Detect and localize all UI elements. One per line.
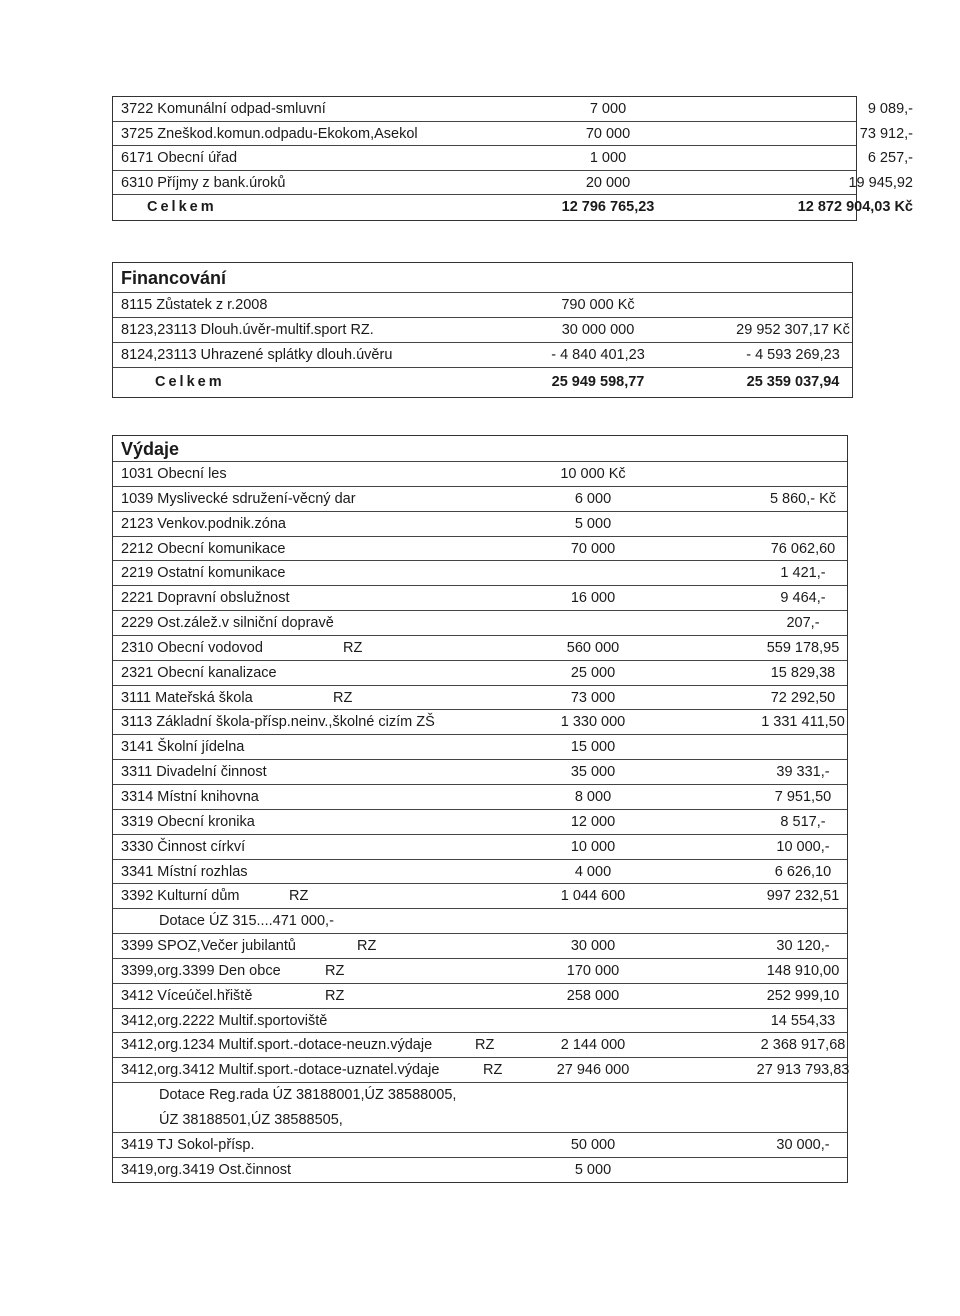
revenue-row-v2: 19 945,92: [848, 174, 913, 191]
expense-row: [113, 686, 847, 711]
expense-row-v1: 2 144 000: [560, 1037, 626, 1054]
expense-row: [113, 611, 847, 636]
expense-row-v1: 10 000: [570, 838, 616, 855]
expense-row-v2: 15 829,38: [770, 664, 836, 681]
expense-row-v1: 170 000: [566, 962, 620, 979]
expense-row-name: 3412,org.1234 Multif.sport.-dotace-neuzn.výdaje: [121, 1037, 433, 1054]
revenue-row-v1: 20 000: [585, 174, 631, 191]
expense-row-name: 3412,org.3412 Multif.sport.-dotace-uznatel.výdaje: [121, 1062, 440, 1079]
financing-total-v2: 25 359 037,94: [746, 374, 840, 390]
expense-row-v2: 1 421,-: [780, 565, 826, 582]
expense-row: [113, 586, 847, 611]
expense-row-v2: 76 062,60: [770, 540, 836, 557]
expense-row-name: 3399,org.3399 Den obce: [121, 962, 281, 979]
expense-row-name: 3392 Kulturní dům: [121, 888, 240, 905]
expense-row: [113, 934, 847, 959]
expense-row: [113, 1009, 847, 1034]
expense-row-rz-mark: RZ: [475, 1037, 495, 1054]
expense-row-v1: 70 000: [570, 540, 616, 557]
expense-row-v2: 30 000,-: [776, 1136, 830, 1153]
expense-row: [113, 1158, 847, 1183]
expense-row-v2: 252 999,10: [766, 987, 840, 1004]
expenses-heading-row: [113, 436, 847, 462]
expense-row: [113, 909, 847, 934]
expense-row: [113, 984, 847, 1009]
expense-row: [113, 785, 847, 810]
expense-row-v2: 39 331,-: [776, 764, 830, 781]
revenue-total-v2: 12 872 904,03 Kč: [797, 199, 913, 215]
expense-row-v2: 1 331 411,50: [761, 714, 845, 731]
financing-row: [113, 343, 852, 368]
expense-row-v1: 4 000: [574, 863, 612, 880]
expense-row-rz-mark: RZ: [343, 639, 363, 656]
expense-row-name: 3412,org.2222 Multif.sportoviště: [121, 1012, 328, 1029]
expense-row-name: 2221 Dopravní obslužnost: [121, 590, 290, 607]
financing-total-row: [113, 368, 852, 397]
expense-row-name: ÚZ 38188501,ÚZ 38588505,: [159, 1111, 343, 1128]
expense-row-name: 3113 Základní škola-přísp.neinv.,školné cizím ZŠ: [121, 714, 435, 731]
expense-row-name: 3399 SPOZ,Večer jubilantů: [121, 938, 296, 955]
expense-row-v1: 25 000: [570, 664, 616, 681]
financing-row: [113, 293, 852, 318]
expense-row-v1: 16 000: [570, 590, 616, 607]
expense-row-v1: 258 000: [566, 987, 620, 1004]
financing-rows: [113, 293, 852, 368]
expense-row-name: 3330 Činnost církví: [121, 838, 246, 855]
financing-row-v1: 30 000 000: [561, 322, 635, 338]
expense-row-name: 2219 Ostatní komunikace: [121, 565, 286, 582]
expense-row-v2: 27 913 793,83: [756, 1062, 850, 1079]
revenue-row: [113, 171, 913, 196]
expense-row-name: 3111 Mateřská škola: [121, 689, 253, 706]
expense-row-v2: 8 517,-: [780, 813, 826, 830]
expense-row: [113, 1108, 847, 1133]
expense-row-v2: 9 464,-: [780, 590, 826, 607]
expense-row-v1: 1 044 600: [560, 888, 626, 905]
expense-row: [113, 710, 847, 735]
revenue-row-name: 6171 Obecní úřad: [121, 150, 238, 166]
revenue-row-v2: 73 912,-: [859, 125, 913, 142]
expense-row-v1: 6 000: [574, 490, 612, 507]
expense-row-name: 3419 TJ Sokol-přísp.: [121, 1136, 255, 1153]
expense-row: [113, 1033, 847, 1058]
financing-table: [112, 262, 853, 398]
financing-row-v2: 29 952 307,17 Kč: [736, 322, 850, 338]
expense-row-name: 2321 Obecní kanalizace: [121, 664, 277, 681]
expense-row-name: 3412 Víceúčel.hřiště: [121, 987, 253, 1004]
expenses-heading: Výdaje: [121, 439, 180, 459]
financing-heading: Financování: [121, 268, 227, 288]
financing-heading-row: [113, 263, 852, 293]
expense-row: [113, 860, 847, 885]
expense-row-v1: 5 000: [574, 1161, 612, 1178]
expense-row: [113, 537, 847, 562]
expense-row-rz-mark: RZ: [357, 938, 377, 955]
expenses-table: [112, 435, 848, 1183]
expense-row-v1: 73 000: [570, 689, 616, 706]
expense-row-v1: 560 000: [566, 639, 620, 656]
expense-row-v2: 30 120,-: [776, 938, 830, 955]
financing-row-v1: 790 000 Kč: [561, 297, 635, 313]
revenue-row-v1: 7 000: [589, 101, 627, 117]
expense-row-name: 3341 Místní rozhlas: [121, 863, 248, 880]
expense-row-v2: 6 626,10: [774, 863, 832, 880]
expense-row-v1: 15 000: [570, 739, 616, 756]
expense-row-name: Dotace Reg.rada ÚZ 38188001,ÚZ 38588005,: [159, 1087, 457, 1104]
expense-row-v2: 207,-: [786, 615, 820, 632]
expense-row-name: 3311 Divadelní činnost: [121, 764, 267, 781]
expense-row: [113, 661, 847, 686]
financing-row-name: 8123,23113 Dlouh.úvěr-multif.sport RZ.: [121, 322, 374, 338]
expense-row-v1: 5 000: [574, 515, 612, 532]
expense-row-v1: 12 000: [570, 813, 616, 830]
expense-row-v2: 14 554,33: [770, 1012, 836, 1029]
expense-row: [113, 561, 847, 586]
expense-row: [113, 512, 847, 537]
expense-row-v2: 7 951,50: [774, 788, 832, 805]
revenue-row-v2: 6 257,-: [867, 150, 913, 166]
expense-row-rz-mark: RZ: [483, 1062, 503, 1079]
expense-row-v1: 27 946 000: [556, 1062, 630, 1079]
expense-row: [113, 462, 847, 487]
expense-row: [113, 735, 847, 760]
revenue-row-name: 3722 Komunální odpad-smluvní: [121, 101, 326, 117]
expense-row-rz-mark: RZ: [333, 689, 353, 706]
financing-row-v2: - 4 593 269,23: [746, 347, 840, 363]
expense-row-v2: 559 178,95: [766, 639, 840, 656]
expense-row-name: 2229 Ost.zálež.v silniční dopravě: [121, 615, 334, 632]
expense-row-name: 3419,org.3419 Ost.činnost: [121, 1161, 292, 1178]
expense-row: [113, 487, 847, 512]
expense-row-name: 1031 Obecní les: [121, 466, 227, 482]
revenue-row: [113, 122, 913, 147]
expense-row-name: 2212 Obecní komunikace: [121, 540, 286, 557]
expense-row-v2: 2 368 917,68: [760, 1037, 846, 1054]
expense-row-v1: 10 000 Kč: [560, 466, 626, 482]
revenue-total-v1: 12 796 765,23: [561, 199, 655, 215]
expense-row-name: 2123 Venkov.podnik.zóna: [121, 515, 287, 532]
revenue-total-label: Celkem: [147, 199, 217, 215]
expense-row-name: 1039 Myslivecké sdružení-věcný dar: [121, 490, 356, 507]
expense-row: [113, 1058, 850, 1083]
expense-row-name: 3319 Obecní kronika: [121, 813, 255, 830]
expense-row-v2: 5 860,- Kč: [769, 490, 837, 507]
expense-row-v1: 50 000: [570, 1136, 616, 1153]
expense-row-v1: 30 000: [570, 938, 616, 955]
revenue-row: [113, 97, 913, 122]
revenue-row-v1: 1 000: [589, 150, 627, 166]
expense-row-name: 3141 Školní jídelna: [121, 739, 245, 756]
expense-row: [113, 959, 847, 984]
expense-row: [113, 810, 847, 835]
expense-row-rz-mark: RZ: [325, 962, 345, 979]
expense-row: [113, 1083, 847, 1108]
financing-row-name: 8115 Zůstatek z r.2008: [121, 297, 268, 313]
expense-row-v1: 35 000: [570, 764, 616, 781]
expense-row: [113, 760, 847, 785]
expense-row-v1: 8 000: [574, 788, 612, 805]
revenue-row: [113, 146, 913, 171]
financing-row-v1: - 4 840 401,23: [551, 347, 645, 363]
expense-row-name: 3314 Místní knihovna: [121, 788, 259, 805]
financing-total-v1: 25 949 598,77: [551, 374, 645, 390]
expense-row-v2: 148 910,00: [766, 962, 840, 979]
expense-row-rz-mark: RZ: [289, 888, 309, 905]
expense-row: [113, 636, 847, 661]
expense-row: [113, 884, 847, 909]
financing-row-name: 8124,23113 Uhrazené splátky dlouh.úvěru: [121, 347, 393, 363]
expense-row: [113, 1133, 847, 1158]
expense-row-v2: 997 232,51: [766, 888, 840, 905]
financing-total-label: Celkem: [155, 374, 225, 390]
revenue-row-name: 6310 Příjmy z bank.úroků: [121, 174, 286, 191]
expense-row: [113, 835, 847, 860]
revenue-row-v2: 9 089,-: [867, 101, 913, 117]
revenue-row-name: 3725 Zneškod.komun.odpadu-Ekokom,Asekol: [121, 125, 418, 142]
expense-row-v2: 72 292,50: [770, 689, 836, 706]
revenue-rows: [113, 97, 913, 195]
financing-row: [113, 318, 852, 343]
expense-row-v1: 1 330 000: [560, 714, 626, 731]
expense-row-rz-mark: RZ: [325, 987, 345, 1004]
expenses-rows: [113, 462, 850, 1182]
revenue-row-v1: 70 000: [585, 125, 631, 142]
expense-row-name: 2310 Obecní vodovod: [121, 639, 263, 656]
expense-row-name: Dotace ÚZ 315....471 000,-: [159, 913, 334, 930]
revenue-total-row: [113, 195, 913, 220]
revenue-table: [112, 96, 913, 221]
expense-row-v2: 10 000,-: [776, 838, 830, 855]
